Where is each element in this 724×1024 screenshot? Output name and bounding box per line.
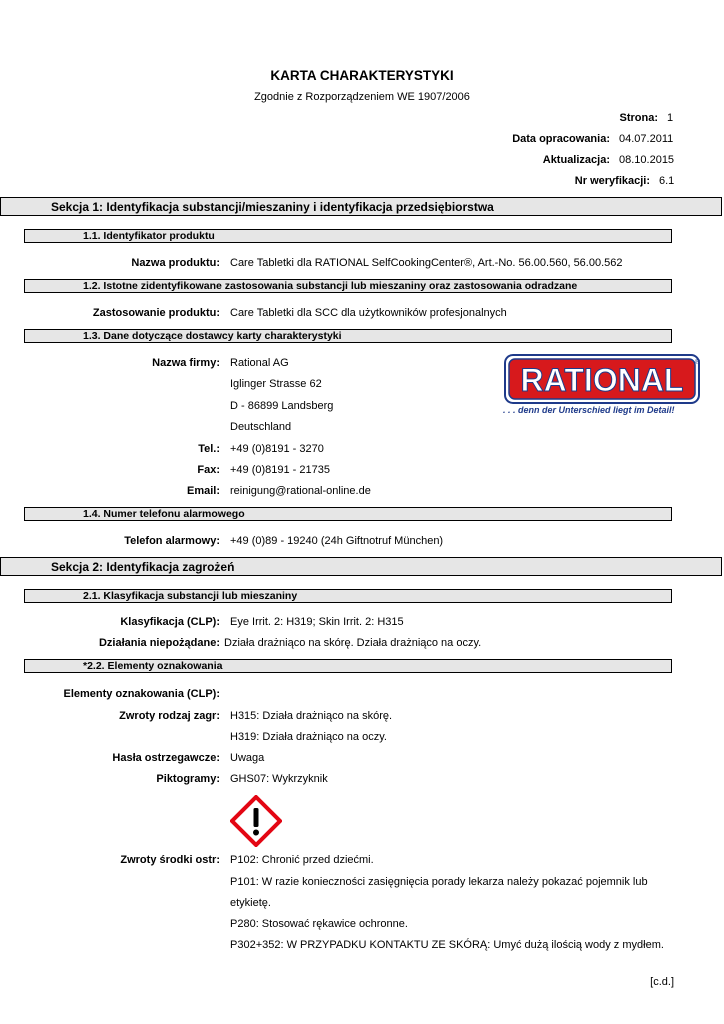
- subsection-2-1-header: [24, 589, 672, 603]
- section-2-header: [0, 557, 722, 576]
- emergency-phone-label: Telefon alarmowy:: [124, 535, 220, 547]
- product-use-value: Care Tabletki dla SCC dla użytkowników profesjonalnych: [230, 307, 507, 319]
- signal-word-value: Uwaga: [230, 752, 265, 764]
- subsection-1-4-title: 1.4. Numer telefonu alarmowego: [83, 508, 245, 520]
- subsection-1-2-title: 1.2. Istotne zidentyfikowane zastosowania substancji lub mieszaniny oraz zastosowania odradzane: [83, 280, 578, 292]
- precautionary-statements-label: Zwroty środki ostr:: [120, 854, 220, 866]
- revision-value: 6.1: [659, 175, 675, 187]
- subsection-1-1-header: [24, 229, 672, 243]
- logo-wordmark: RATIONAL: [520, 362, 684, 398]
- company-name: Rational AG: [230, 357, 289, 369]
- label-elements-label: Elementy oznakowania (CLP):: [63, 688, 220, 700]
- product-name-value: Care Tabletki dla RATIONAL SelfCookingCenter®, Art.-No. 56.00.560, 56.00.562: [230, 257, 623, 269]
- document-title: KARTA CHARAKTERYSTYKI: [270, 68, 454, 83]
- updated-date-label: Aktualizacja:: [542, 154, 610, 166]
- subsection-2-1-title: 2.1. Klasyfikacja substancji lub mieszaniny: [83, 590, 298, 602]
- company-city: D - 86899 Landsberg: [230, 400, 334, 412]
- svg-text:®: ®: [695, 359, 700, 366]
- precaution-p102: P102: Chronić przed dziećmi.: [230, 854, 374, 866]
- email-label: Email:: [186, 485, 220, 497]
- clp-classification-label: Klasyfikacja (CLP):: [120, 616, 220, 628]
- hazard-statement-h319: H319: Działa drażniąco na oczy.: [230, 731, 387, 743]
- fax-value: +49 (0)8191 - 21735: [230, 464, 330, 476]
- clp-classification-value: Eye Irrit. 2: H319; Skin Irrit. 2: H315: [230, 616, 404, 628]
- pictogram-name: GHS07: Wykrzyknik: [230, 773, 328, 785]
- revision-label: Nr weryfikacji:: [574, 175, 650, 187]
- subsection-1-1-title: 1.1. Identyfikator produktu: [83, 230, 215, 242]
- subsection-2-2-title: *2.2. Elementy oznakowania: [83, 660, 223, 672]
- adverse-effects-value: Działa drażniąco na skórę. Działa drażniąco na oczy.: [224, 637, 482, 649]
- subsection-1-3-title: 1.3. Dane dotyczące dostawcy karty charakterystyki: [83, 330, 342, 342]
- pictograms-label: Piktogramy:: [156, 773, 220, 785]
- fax-label: Fax:: [197, 464, 220, 476]
- subsection-2-2-header: [24, 659, 672, 673]
- company-street: Iglinger Strasse 62: [230, 378, 322, 390]
- continued-marker: [c.d.]: [650, 976, 674, 988]
- precaution-p101: P101: W razie konieczności zasięgnięcia porady lekarza należy pokazać pojemnik lub: [230, 876, 648, 888]
- hazard-statement-h315: H315: Działa drażniąco na skórę.: [230, 710, 393, 722]
- tel-value: +49 (0)8191 - 3270: [230, 443, 324, 455]
- regulation-subtitle: Zgodnie z Rozporządzeniem WE 1907/2006: [254, 91, 470, 103]
- company-country: Deutschland: [230, 421, 292, 433]
- subsection-1-2-header: [24, 279, 672, 293]
- company-name-label: Nazwa firmy:: [152, 357, 220, 369]
- section-1-header: [0, 197, 722, 216]
- page-label: Strona:: [619, 112, 658, 124]
- page-value: 1: [667, 112, 674, 124]
- section-2-title: Sekcja 2: Identyfikacja zagrożeń: [51, 560, 235, 574]
- logo-tagline: . . . denn der Unterschied liegt im Detail!: [503, 405, 675, 415]
- emergency-phone-value: +49 (0)89 - 19240 (24h Giftnotruf München): [230, 535, 444, 547]
- section-1-title: Sekcja 1: Identyfikacja substancji/mieszaniny i identyfikacja przedsiębiorstwa: [51, 200, 494, 214]
- created-date-value: 04.07.2011: [619, 133, 674, 145]
- email-value: reinigung@rational-online.de: [230, 485, 371, 497]
- product-use-label: Zastosowanie produktu:: [92, 307, 220, 319]
- adverse-effects-label: Działania niepożądane:: [98, 637, 220, 649]
- tel-label: Tel.:: [198, 443, 220, 455]
- created-date-label: Data opracowania:: [512, 133, 610, 145]
- precaution-p101-cont: etykietę.: [230, 897, 271, 909]
- updated-date-value: 08.10.2015: [619, 154, 675, 166]
- precaution-p280: P280: Stosować rękawice ochronne.: [230, 918, 408, 930]
- ghs07-exclamation-icon: [230, 795, 282, 850]
- product-name-label: Nazwa produktu:: [131, 257, 220, 269]
- precaution-p302-352: P302+352: W PRZYPADKU KONTAKTU ZE SKÓRĄ: Umyć dużą ilością wody z mydłem.: [230, 939, 664, 951]
- rational-logo-graphic: [504, 354, 700, 404]
- subsection-1-3-header: [24, 329, 672, 343]
- signal-word-label: Hasła ostrzegawcze:: [112, 752, 220, 764]
- subsection-1-4-header: [24, 507, 672, 521]
- hazard-statements-label: Zwroty rodzaj zagr:: [119, 710, 220, 722]
